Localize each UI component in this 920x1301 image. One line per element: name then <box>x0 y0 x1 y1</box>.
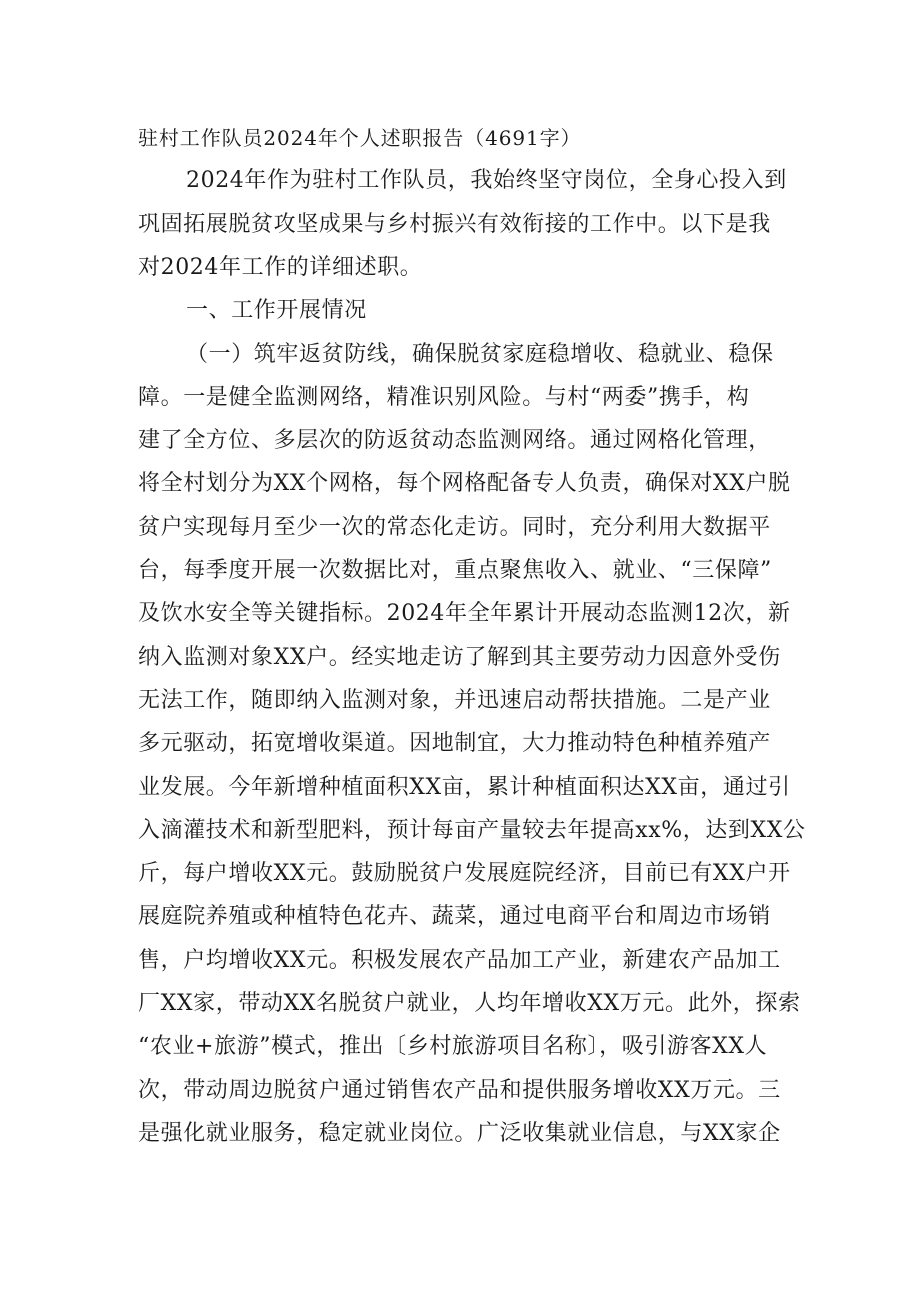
body-line: 厂XX家，带动XX名脱贫户就业，人均年增收XX万元。此外，探索 <box>138 991 801 1016</box>
body-line: 障。一是健全监测网络，精准识别风险。与村“两委”携手，构 <box>138 385 750 410</box>
body-line: 贫户实现每月至少一次的常态化走访。同时，充分利用大数据平 <box>138 515 771 540</box>
body-line: 多元驱动，拓宽增收渠道。因地制宜，大力推动特色种植养殖产 <box>138 731 771 756</box>
intro-line: 2024年作为驻村工作队员，我始终坚守岗位，全身心投入到 <box>186 168 787 193</box>
body-line: 纳入监测对象XX户。经实地走访了解到其主要劳动力因意外受伤 <box>138 645 781 670</box>
body-line: 次，带动周边脱贫户通过销售农产品和提供服务增收XX万元。三 <box>138 1078 781 1103</box>
body-line: 斤，每户增收XX元。鼓励脱贫户发展庭院经济，目前已有XX户开 <box>138 861 791 886</box>
body-line: （一）筑牢返贫防线，确保脱贫家庭稳增收、稳就业、稳保 <box>186 342 774 367</box>
section-heading: 一、工作开展情况 <box>186 298 367 323</box>
body-line: “农业+旅游”模式，推出〔乡村旅游项目名称〕，吸引游客XX人 <box>138 1034 768 1059</box>
body-line: 无法工作，随即纳入监测对象，并迅速启动帮扶措施。二是产业 <box>138 688 771 713</box>
body-line: 展庭院养殖或种植特色花卉、蔬菜，通过电商平台和周边市场销 <box>138 904 771 929</box>
intro-line: 巩固拓展脱贫攻坚成果与乡村振兴有效衔接的工作中。以下是我 <box>138 212 771 237</box>
body-line: 入滴灌技术和新型肥料，预计每亩产量较去年提高xx%，达到XX公 <box>138 818 806 843</box>
body-line: 及饮水安全等关键指标。2024年全年累计开展动态监测12次，新 <box>138 601 791 626</box>
body-line: 是强化就业服务，稳定就业岗位。广泛收集就业信息，与XX家企 <box>138 1121 781 1146</box>
body-line: 业发展。今年新增种植面积XX亩，累计种植面积达XX亩，通过引 <box>138 775 791 800</box>
body-line: 台，每季度开展一次数据比对，重点聚焦收入、就业、“三保障” <box>138 558 772 583</box>
body-line: 售，户均增收XX元。积极发展农产品加工产业，新建农产品加工 <box>138 948 781 973</box>
intro-line: 对2024年工作的详细述职。 <box>138 255 423 280</box>
document-title: 驻村工作队员2024年个人述职报告（4691字） <box>138 126 582 150</box>
body-line: 建了全方位、多层次的防返贫动态监测网络。通过网格化管理， <box>138 428 771 453</box>
body-line: 将全村划分为XX个网格，每个网格配备专人负责，确保对XX户脱 <box>138 471 791 496</box>
